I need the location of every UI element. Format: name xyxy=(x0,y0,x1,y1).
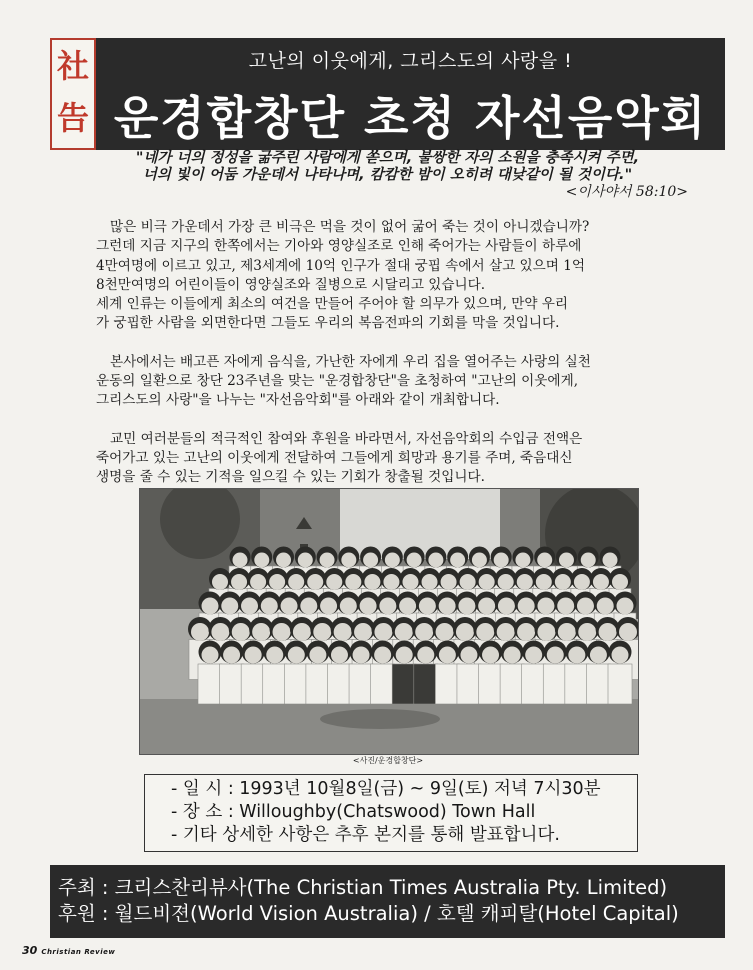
choir-group-photo xyxy=(139,488,639,755)
text-line: 교민 여러분들의 적극적인 참여와 후원을 바라면서, 자선음악회의 수입금 전액은 xyxy=(110,430,583,447)
text-line: 8천만여명의 어린이들이 영양실조와 질병으로 시달리고 있습니다. xyxy=(96,276,486,293)
photo-caption: <사진/운경합창단> xyxy=(352,756,424,765)
text-line: 그런데 지금 지구의 한쪽에서는 기아와 영양실조로 인해 죽어가는 사람들이 하루에 xyxy=(96,238,582,255)
text-line: 많은 비극 가운데서 가장 큰 비극은 먹을 것이 없어 굶어 죽는 것이 아니겠습니까? xyxy=(110,219,590,235)
text-line: 본사에서는 배고픈 자에게 음식을, 가난한 자에게 우리 집을 열어주는 사랑의 실천 xyxy=(110,353,591,370)
banner-title: 운경합창단 초청 자선음악회 xyxy=(113,91,708,145)
text-line: 그리스도의 사랑"을 나누는 "자선음악회"를 아래와 같이 개최합니다. xyxy=(96,392,500,409)
page-footer xyxy=(22,944,115,957)
text-line: 가 궁핍한 사람을 외면한다면 그들도 우리의 복음전파의 기회를 막을 것입니다. xyxy=(96,315,560,332)
paragraph xyxy=(96,218,688,334)
company-notice-seal xyxy=(50,38,96,150)
magazine-name: Christian Review xyxy=(41,948,116,956)
event-place: - 장 소 : Willoughby(Chatswood) Town Hall xyxy=(171,802,536,822)
seal-char-bottom: 告 xyxy=(56,99,89,137)
text-line: 죽어가고 있는 고난의 이웃에게 전달하여 그들에게 희망과 용기를 주며, 죽음대신 xyxy=(96,449,573,466)
quote-reference: <이사야서 58:10> xyxy=(565,184,688,200)
event-info-box xyxy=(144,774,638,852)
paragraph xyxy=(96,353,688,411)
text-line: 세계 인류는 이들에게 최소의 여건을 만들어 주어야 할 의무가 있으며, 만약 우리 xyxy=(96,296,569,313)
quote-line: 너의 빛이 어둠 가운데서 나타나며, 캄캄한 밤이 오히려 대낮같이 될 것이다." xyxy=(142,167,633,183)
text-line: 운동의 일환으로 창단 23주년을 맞는 "운경합창단"을 초청하여 "고난의 이웃에게, xyxy=(96,373,579,390)
article-body xyxy=(96,218,688,507)
banner-subtitle: 고난의 이웃에게, 그리스도의 사랑을 ! xyxy=(248,50,573,72)
host-line: 주최 : 크리스찬리뷰사(The Christian Times Australia Pty. Limited) xyxy=(58,876,668,899)
paragraph xyxy=(96,430,688,488)
event-date: - 일 시 : 1993년 10월8일(금) ~ 9일(토) 저녁 7시30분 xyxy=(171,779,601,799)
seal-char-top: 社 xyxy=(56,47,89,85)
announcement-banner xyxy=(50,38,725,150)
event-details-note: - 기타 상세한 사항은 추후 본지를 통해 발표합니다. xyxy=(171,825,560,845)
page-number: 30 xyxy=(22,944,38,957)
text-line: 4만여명에 이르고 있고, 제3세계에 10억 인구가 절대 궁핍 속에서 살고 있으며 1억 xyxy=(96,257,586,274)
scripture-quote xyxy=(85,150,690,201)
organizers-bar xyxy=(50,865,725,938)
text-line: 생명을 줄 수 있는 기적을 일으킬 수 있는 기회가 창출될 것입니다. xyxy=(96,469,485,486)
sponsor-line: 후원 : 월드비젼(World Vision Australia) / 호텔 캐피탈(Hotel Capital) xyxy=(58,902,679,925)
quote-line: "네가 너의 정성을 굶주린 사람에게 쏟으며, 불쌍한 자의 소원을 충족시켜 주면, xyxy=(135,150,640,166)
